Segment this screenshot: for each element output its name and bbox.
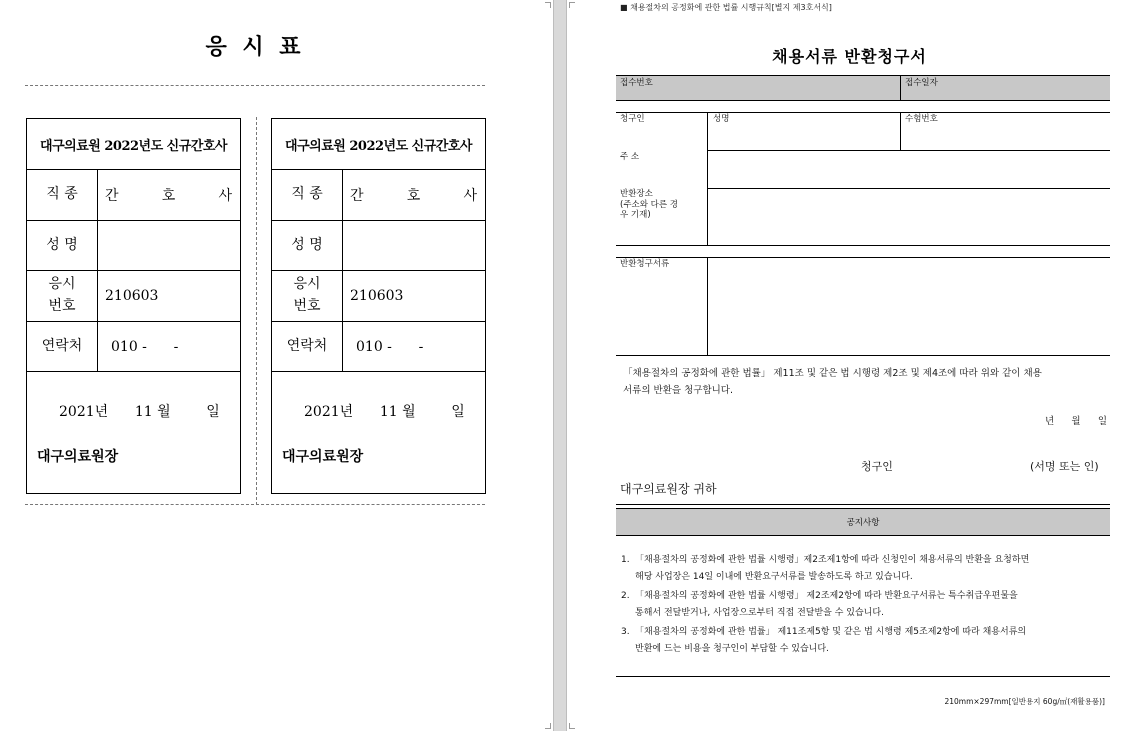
name-label: 성 명	[27, 221, 98, 270]
name-field-label: 성명	[713, 114, 730, 124]
bottom-divider	[25, 504, 485, 505]
issue-date: 2021년 11 월 일	[304, 404, 465, 420]
job-type-value: 간 호 사	[350, 188, 477, 204]
card-header: 대구의료원 2022년도 신규간호사	[27, 119, 240, 170]
paper-spec-footer: 210mm×297mm[일반용지 60g/㎡(재활용품)]	[944, 697, 1105, 706]
job-type-label: 직 종	[272, 170, 343, 220]
issue-date: 2021년 11 월 일	[59, 404, 220, 420]
contact-value: 010 - -	[356, 338, 424, 355]
cut-line	[256, 117, 257, 505]
contact-value: 010 - -	[111, 338, 179, 355]
issuer-signature: 대구의료원장	[282, 449, 364, 465]
notice-item: 「채용절차의 공정화에 관한 법률 시행령」제2조제1항에 따라 신청인이 채용서류의 반환을 요청하면 해당 사업장은 14일 이내에 반환요구서류를 발송하도록 하고 있습니다.	[635, 555, 1030, 582]
exam-number-row	[272, 271, 485, 322]
name-row	[27, 221, 240, 271]
card-footer	[272, 372, 485, 493]
card-header: 대구의료원 2022년도 신규간호사	[272, 119, 485, 170]
job-type-row	[272, 170, 485, 221]
top-divider	[25, 85, 485, 86]
exam-number-label: 응시 번호	[27, 271, 98, 321]
exam-number-row	[27, 271, 240, 322]
notice-number: 3.	[621, 627, 630, 637]
job-type-value: 간 호 사	[105, 188, 232, 204]
contact-row	[27, 322, 240, 372]
card-footer	[27, 372, 240, 493]
form-title: 채용서류 반환청구서	[772, 47, 927, 66]
claimant-sign-label: 청구인	[861, 460, 893, 473]
page-gutter	[553, 0, 567, 731]
exam-number-value: 210603	[350, 288, 404, 304]
notice-item: 「채용절차의 공정화에 관한 법률 시행령」 제2조제2항에 따라 반환요구서류는 특수취급우편물을 통해서 전달받거나, 사업장으로부터 직접 전달받을 수 있습니다.	[635, 591, 1018, 618]
page-corner-mark	[545, 2, 551, 8]
receipt-band	[616, 75, 1110, 101]
request-date: 년 월 일	[1045, 416, 1107, 427]
exam-card	[271, 118, 486, 494]
issuer-signature: 대구의료원장	[37, 449, 119, 465]
name-row	[272, 221, 485, 271]
form-reference-note: ■ 채용절차의 공정화에 관한 법률 시행규칙[별지 제3호서식]	[620, 3, 832, 12]
page-title: 응 시 표	[205, 34, 305, 60]
exam-ticket-page	[0, 0, 553, 731]
sign-hint: (서명 또는 인)	[1030, 460, 1099, 473]
page-corner-mark	[545, 723, 551, 729]
exam-number-label: 응시 번호	[272, 271, 343, 321]
address-label: 주 소	[620, 152, 640, 162]
notice-number: 2.	[621, 591, 630, 601]
name-value	[105, 221, 232, 270]
exam-card	[26, 118, 241, 494]
contact-label: 연락처	[27, 322, 98, 371]
contact-label: 연락처	[272, 322, 343, 371]
notice-header: 공지사항	[616, 508, 1110, 536]
notice-number: 1.	[621, 555, 630, 565]
page-corner-mark	[569, 2, 575, 8]
return-request-form-page	[567, 0, 1132, 731]
statement-text: 「채용절차의 공정화에 관한 법률」 제11조 및 같은 법 시행령 제2조 및 제4조에 따라 위와 같이 채용 서류의 반환을 청구합니다.	[623, 368, 1042, 396]
notice-item: 「채용절차의 공정화에 관한 법률」 제11조제5항 및 같은 법 시행령 제5조제2항에 따라 채용서류의 반환에 드는 비용을 청구인이 부담할 수 있습니다.	[635, 627, 1027, 654]
job-type-row	[27, 170, 240, 221]
page-corner-mark	[569, 723, 575, 729]
name-value	[350, 221, 477, 270]
exam-number-field-label: 수험번호	[905, 114, 938, 124]
return-docs-label: 반환청구서류	[620, 259, 670, 269]
receipt-number-label: 접수번호	[620, 78, 653, 88]
claimant-label: 청구인	[620, 114, 645, 124]
receipt-date-label: 접수일자	[905, 78, 938, 88]
name-label: 성 명	[272, 221, 343, 270]
addressee: 대구의료원장 귀하	[620, 482, 717, 496]
return-place-label: 반환장소 (주소와 다른 경 우 기재)	[620, 189, 678, 221]
exam-number-value: 210603	[105, 288, 159, 304]
contact-row	[272, 322, 485, 372]
job-type-label: 직 종	[27, 170, 98, 220]
